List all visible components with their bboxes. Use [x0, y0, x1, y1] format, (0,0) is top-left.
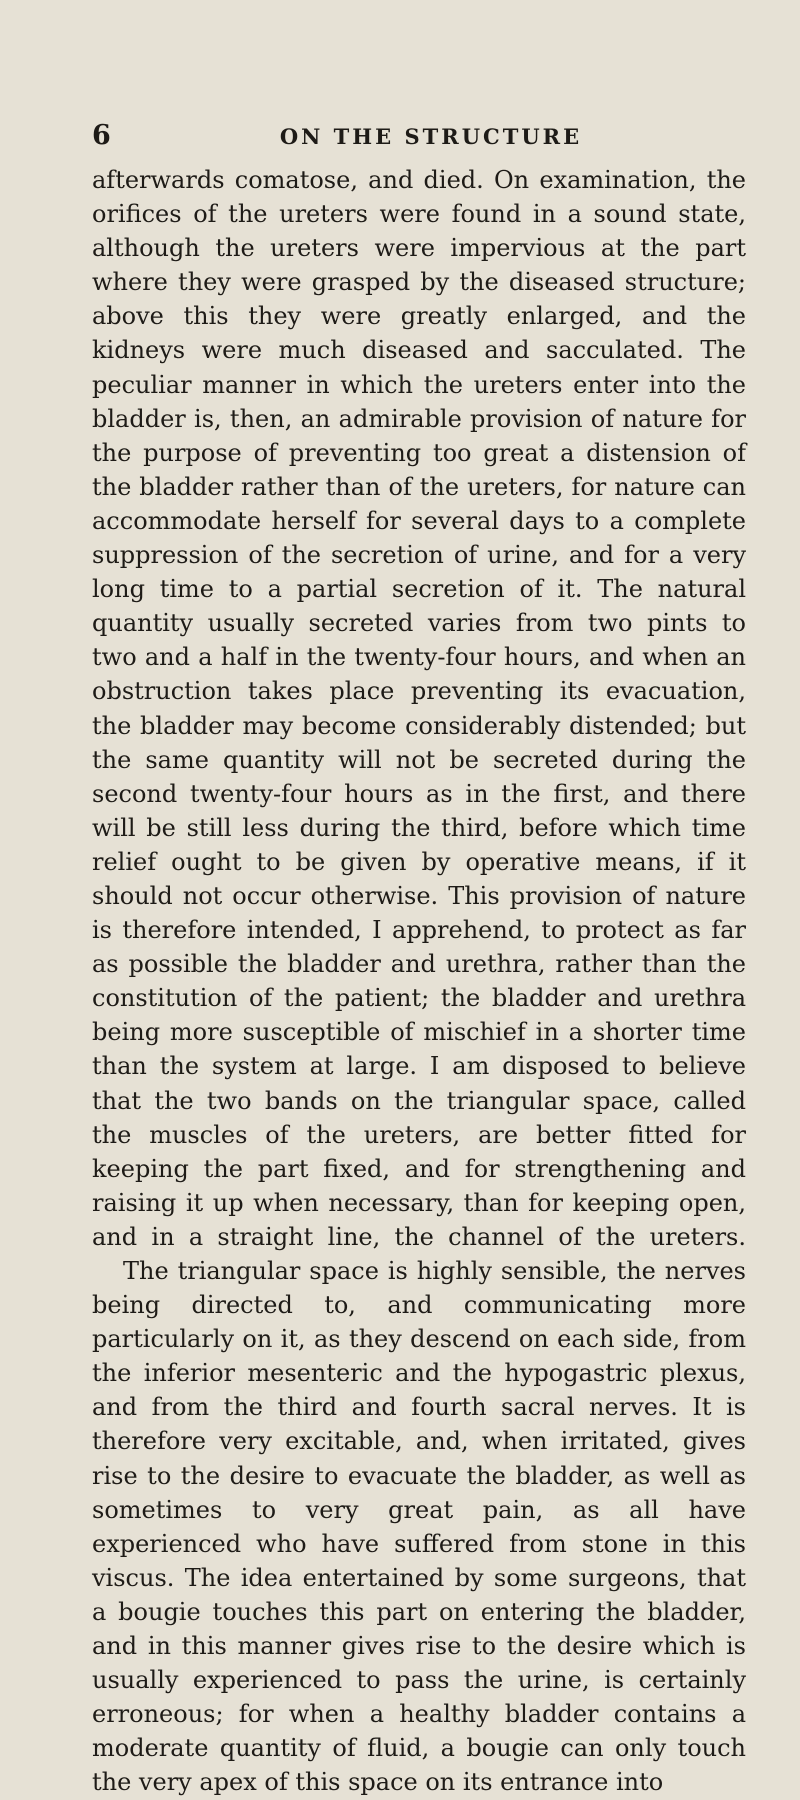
running-head	[92, 120, 748, 154]
running-title: ON THE STRUCTURE	[279, 124, 583, 149]
page-number: 6	[92, 120, 111, 151]
paragraph-1: afterwards comatose, and died. On examination, the orifices of the ureters were found in a sound state, although the ureters were impervious at the part where they were grasped by the diseased structure; above this they were greatly enlarged, and the kidneys were much diseased and sacculated. The peculiar manner in which the ureters enter into the bladder is, then, an admirable provision of nature for the purpose of preventing too great a distension of the bladder rather than of the ureters, for nature can accommodate herself for several days to a complete suppression of the secretion of urine, and for a very long time to a partial secretion of it. The natural quantity usually secreted varies from two pints to two and a half in the twenty-four hours, and when an obstruction takes place preventing its evacuation, the bladder may become considerably distended; but the same quantity will not be secreted during the second twenty-four hours as in the first, and there will be still less during the third, before which time relief ought to be given by operative means, if it should not occur otherwise. This provision of nature is therefore intended, I apprehend, to protect as far as possible the bladder and urethra, rather than the constitution of the patient; the bladder and urethra being more susceptible of mischief in a shorter time than the system at large. I am disposed to believe that the two bands on the triangular space, called the muscles of the ureters, are better fitted for keeping the part fixed, and for strengthening and raising it up when necessary, than for keeping open, and in a straight line, the channel of the ureters.	[92, 166, 746, 1251]
paragraph-2: The triangular space is highly sensible, the nerves being directed to, and communicating more particularly on it, as they descend on each side, from the inferior mesenteric and the hypogastric plexus, and from the third and fourth sacral nerves. It is therefore very excitable, and, when irritated, gives rise to the desire to evacuate the bladder, as well as sometimes to very great pain, as all have experienced who have suffered from stone in this viscus. The idea entertained by some surgeons, that a bougie touches this part on entering the bladder, and in this manner gives rise to the desire which is usually experienced to pass the urine, is certainly erroneous; for when a healthy bladder contains a moderate quantity of fluid, a bougie can only touch the very apex of this space on its entrance into	[92, 1257, 746, 1797]
body-text	[92, 163, 746, 1800]
